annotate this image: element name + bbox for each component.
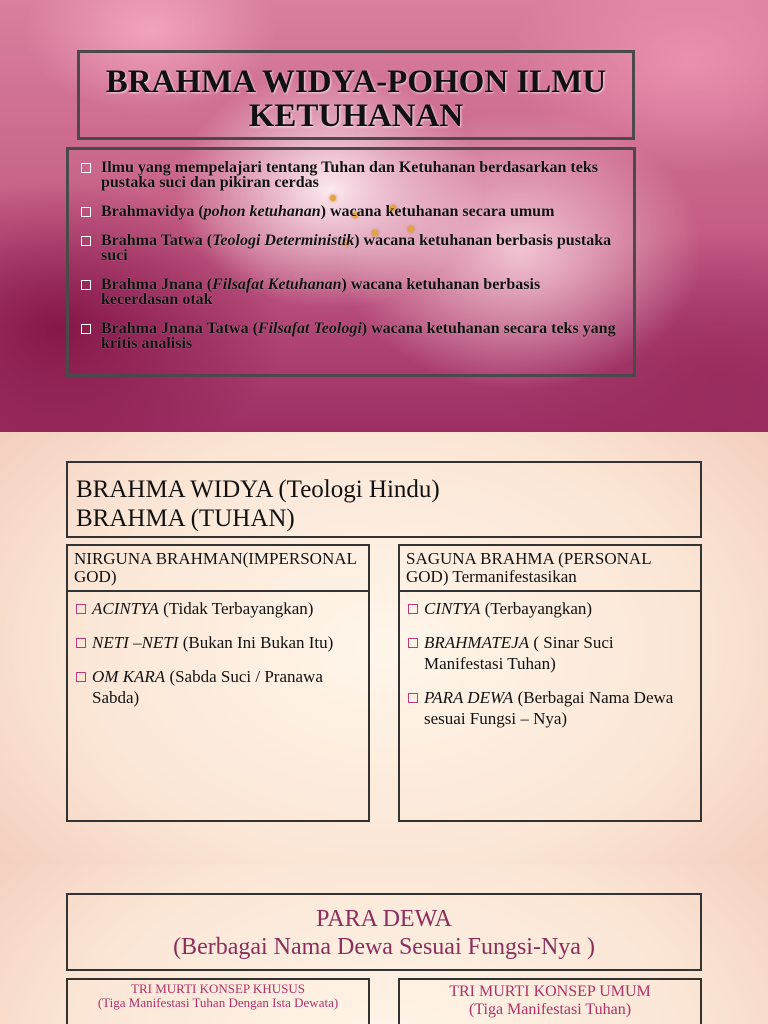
slide-1-title bbox=[77, 50, 635, 140]
tri-murti-khusus-subheading: (Tiga Manifestasi Tuhan Dengan Ista Dewata) bbox=[97, 995, 339, 1010]
slide-3-title-line-1: PARA DEWA bbox=[316, 906, 452, 932]
list-item: Brahmavidya (pohon ketuhanan) wacana ketuhanan secara umum bbox=[79, 204, 619, 219]
slide-3-title-line-2: (Berbagai Nama Dewa Sesuai Fungsi-Nya ) bbox=[173, 934, 595, 960]
nirguna-header: NIRGUNA BRAHMAN(IMPERSONAL GOD) bbox=[68, 546, 368, 592]
square-bullet-icon bbox=[76, 604, 86, 614]
square-bullet-icon bbox=[408, 693, 418, 703]
square-bullet-icon bbox=[81, 236, 91, 246]
slide-3 bbox=[0, 864, 768, 1024]
tri-murti-umum-heading: TRI MURTI KONSEP UMUM bbox=[449, 983, 651, 1000]
slide-3-title bbox=[66, 893, 702, 971]
square-bullet-icon bbox=[81, 324, 91, 334]
list-item: PARA DEWA (Berbagai Nama Dewa sesuai Fungsi – Nya) bbox=[406, 687, 694, 729]
slide-2-title bbox=[66, 461, 702, 538]
saguna-column bbox=[398, 544, 702, 822]
square-bullet-icon bbox=[81, 280, 91, 290]
list-item: Brahma Jnana (Filsafat Ketuhanan) wacana ketuhanan berbasis kecerdasan otak bbox=[79, 277, 619, 307]
square-bullet-icon bbox=[76, 638, 86, 648]
tri-murti-khusus-box bbox=[66, 978, 370, 1024]
tri-murti-umum-subheading: (Tiga Manifestasi Tuhan) bbox=[468, 1001, 632, 1018]
tri-murti-umum-box bbox=[398, 978, 702, 1024]
slide-2-title-line-1: BRAHMA WIDYA (Teologi Hindu) bbox=[76, 476, 440, 503]
list-item: NETI –NETI (Bukan Ini Bukan Itu) bbox=[74, 632, 362, 653]
square-bullet-icon bbox=[81, 207, 91, 217]
list-item: CINTYA (Terbayangkan) bbox=[406, 598, 694, 619]
nirguna-column bbox=[66, 544, 370, 822]
square-bullet-icon bbox=[76, 672, 86, 682]
slide-1-bullet-list bbox=[66, 147, 636, 377]
list-item: Ilmu yang mempelajari tentang Tuhan dan Ketuhanan berdasarkan teks pustaka suci dan pikiran cerdas bbox=[79, 160, 619, 190]
saguna-header: SAGUNA BRAHMA (PERSONAL GOD) Termanifestasikan bbox=[400, 546, 700, 592]
list-item: Brahma Tatwa (Teologi Deterministik) wacana ketuhanan berbasis pustaka suci bbox=[79, 233, 619, 263]
list-item: Brahma Jnana Tatwa (Filsafat Teologi) wacana ketuhanan secara teks yang kritis analisis bbox=[79, 321, 619, 351]
square-bullet-icon bbox=[81, 163, 91, 173]
square-bullet-icon bbox=[408, 604, 418, 614]
list-item: OM KARA (Sabda Suci / Pranawa Sabda) bbox=[74, 666, 362, 708]
list-item: ACINTYA (Tidak Terbayangkan) bbox=[74, 598, 362, 619]
list-item: BRAHMATEJA ( Sinar Suci Manifestasi Tuhan) bbox=[406, 632, 694, 674]
slide-2 bbox=[0, 432, 768, 864]
slide-1 bbox=[0, 0, 768, 432]
square-bullet-icon bbox=[408, 638, 418, 648]
slide-2-title-line-2: BRAHMA (TUHAN) bbox=[76, 505, 295, 532]
slide-1-title-text: BRAHMA WIDYA-POHON ILMU KETUHANAN bbox=[105, 64, 607, 134]
tri-murti-khusus-heading: TRI MURTI KONSEP KHUSUS bbox=[131, 981, 305, 996]
